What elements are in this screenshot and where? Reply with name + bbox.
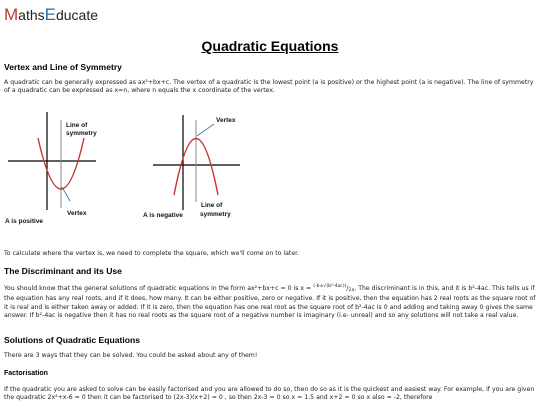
left-line-label [66,122,97,137]
right-caption: A is negative [143,212,183,219]
discriminant-text: You should know that the general solutions of quadratic equations in the form ax²+bx+c = 0 is $x = ^{(-b\pm√(b^2-4ac))}/_{2a}$. The discriminant is in this, and it is b²-4ac. This tells us if the equation has any real roots, and if it does, how many. It can be either positive, zero or negative. If it is positive, then the equation has 2 real roots as the square root of it is real and is either taken away or added. If it is zero, then the equation has one real root as the square root of b²-4ac is 0 and adding and taking away 0 gives the same answer. If b²-4ac is negative then it has no real roots as the square root of a negative number is imaginary (i.e- unreal) and so any solutions will not take a real value. [4,284,536,319]
left-vertex-label: Vertex [67,210,87,217]
right-line-label-line1: Line of [201,202,223,209]
right-vertex-label: Vertex [216,117,236,124]
discriminant-text-part2: . The discriminant is in this, and it is b²-4ac. This tells us if the equation has any real roots, and if it does, how many. It can be either positive, zero or negative. If it is positive, then the equation has 2 real roots as the square root of it is real and is either taken away or added. If it is zero, then the equation has one real root as the square root of b²-4ac is 0 and adding and taking away 0 gives the same answer. If b²-4ac is negative then it has no real roots as the square root of a negative number is imaginary (i.e- unreal) and so any solutions will not take a real value. [4,285,536,319]
left-vertex-pointer [62,187,70,201]
right-vertex-pointer [197,124,214,136]
page-title: Quadratic Equations [201,38,339,54]
left-line-label-line1: Line of [66,122,88,129]
logo-letter-m: M [4,5,19,24]
formula-denominator: 2a [348,288,355,293]
solutions-intro-text: There are 3 ways that they can be solved. You could be asked about any of them! [4,352,258,359]
positive-parabola-graph [5,112,97,225]
left-caption: A is positive [5,218,44,225]
parabola-diagram [0,100,300,235]
logo-text-aths: aths [18,7,45,23]
formula-numerator: (-b±√(b²-4ac)) [313,284,347,289]
logo-text-ducate: ducate [55,7,99,23]
negative-parabola-graph [143,115,240,219]
subsection-heading-factorisation: Factorisation [4,370,48,377]
logo-letter-e: E [44,5,56,24]
section-heading-discriminant: The Discriminant and its Use [4,266,122,276]
factorisation-text: If the quadratic you are asked to solve can be easily factorised and you are allowed to do so, then do so as it is the quickest and easiest way. For example, if you are given the quadratic 2x²+x-6 = 0 then it can be factorised to (2x-3)(x+2) = 0 , so then 2x-3 = 0 so x = 1.5 and x+2 = 0 so x also = -2, therefore [4,386,535,402]
section-heading-solutions: Solutions of Quadratic Equations [4,335,141,345]
vertex-after-text: To calculate where the vertex is, we need to complete the square, which we'll come on to later. [4,250,300,257]
right-line-label [200,202,231,218]
left-line-label-line2: symmetry [66,130,97,137]
site-logo[interactable] [4,7,98,23]
discriminant-text-part1: You should know that the general solutions of quadratic equations in the form ax²+bx+c = 0 is x = [4,285,312,292]
right-line-label-line2: symmetry [200,211,231,218]
section-heading-vertex: Vertex and Line of Symmetry [4,62,122,72]
vertex-intro-text: A quadratic can be generally expressed as ax²+bx+c. The vertex of a quadratic is the lowest point (a is positive) or the highest point (a is negative). The line of symmetry of a quadratic can be expressed as x=n, where n equals the x coordinate of the vertex. [4,79,534,95]
